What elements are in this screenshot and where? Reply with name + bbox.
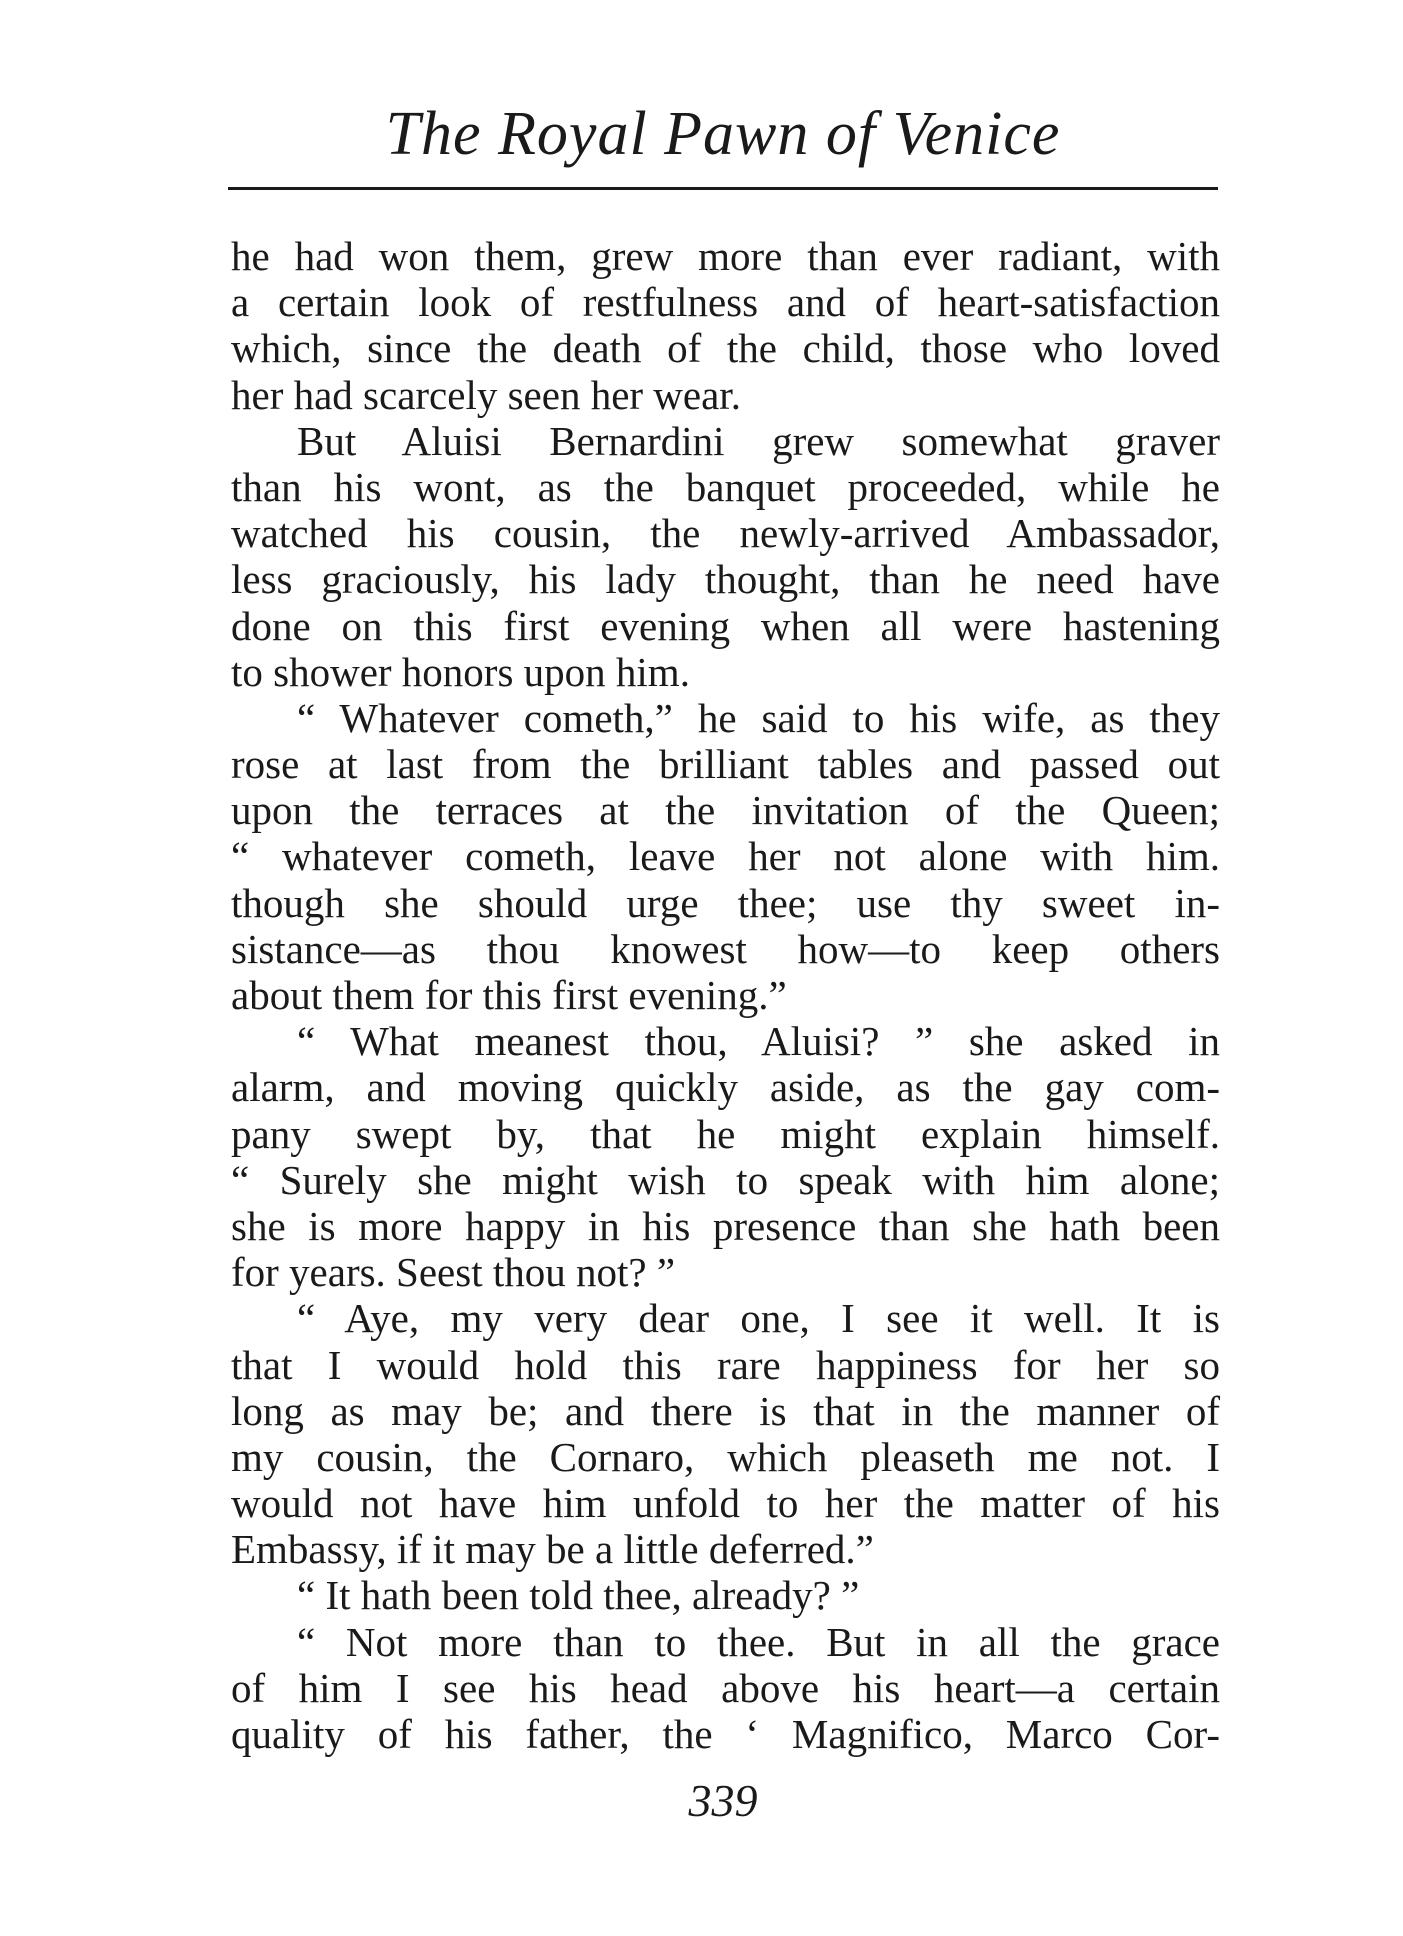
text-line: “ Aye, my very dear one, I see it well. It is	[297, 1295, 1220, 1342]
text-line: “ Not more than to thee. But in all the grace	[297, 1618, 1220, 1665]
text-line: “ Surely she might wish to speak with him alone;	[231, 1156, 1220, 1203]
text-line: my cousin, the Cornaro, which pleaseth me not. I	[231, 1433, 1220, 1480]
text-line: though she should urge thee; use thy sweet in-	[231, 879, 1220, 926]
text-line: long as may be; and there is that in the manner of	[231, 1387, 1220, 1434]
text-line: he had won them, grew more than ever radiant, with	[231, 233, 1220, 279]
text-line: about them for this first evening.”	[231, 972, 787, 1018]
body-text	[231, 233, 1220, 1757]
text-line: But Aluisi Bernardini grew somewhat graver	[297, 417, 1220, 464]
text-line: would not have him unfold to her the matter of his	[231, 1480, 1220, 1527]
text-line: her had scarcely seen her wear.	[231, 371, 741, 418]
text-line: watched his cousin, the newly-arrived Ambassador,	[231, 510, 1220, 557]
text-line: “ whatever cometh, leave her not alone with him.	[231, 833, 1220, 880]
text-line: a certain look of restfulness and of heart-satisfaction	[231, 279, 1220, 326]
text-line: to shower honors upon him.	[231, 648, 690, 695]
page-number: 339	[688, 1775, 758, 1826]
header-rule	[228, 187, 1218, 190]
text-line: of him I see his head above his heart—a certain	[231, 1664, 1220, 1711]
text-line: quality of his father, the ‘ Magnifico, Marco Cor-	[231, 1711, 1220, 1757]
text-line: she is more happy in his presence than she hath been	[231, 1202, 1220, 1249]
text-line: “ Whatever cometh,” he said to his wife, as they	[297, 694, 1220, 741]
text-line: done on this first evening when all were hastening	[231, 602, 1220, 649]
text-line: Embassy, if it may be a little deferred.”	[231, 1526, 874, 1573]
text-line: upon the terraces at the invitation of the Queen;	[231, 787, 1220, 834]
text-line: less graciously, his lady thought, than he need have	[231, 556, 1220, 603]
text-line: “ What meanest thou, Aluisi? ” she asked in	[297, 1018, 1220, 1065]
text-line: “ It hath been told thee, already? ”	[297, 1572, 860, 1619]
text-line: pany swept by, that he might explain himself.	[231, 1110, 1220, 1157]
text-line: that I would hold this rare happiness for her so	[231, 1341, 1220, 1388]
text-line: which, since the death of the child, those who loved	[231, 325, 1220, 372]
text-line: than his wont, as the banquet proceeded, while he	[231, 463, 1220, 510]
text-line: for years. Seest thou not? ”	[231, 1249, 676, 1296]
text-line: alarm, and moving quickly aside, as the gay com-	[231, 1064, 1220, 1111]
text-line: sistance—as thou knowest how—to keep others	[231, 925, 1220, 972]
text-line: rose at last from the brilliant tables and passed out	[231, 741, 1220, 788]
running-title: The Royal Pawn of Venice	[385, 100, 1061, 168]
